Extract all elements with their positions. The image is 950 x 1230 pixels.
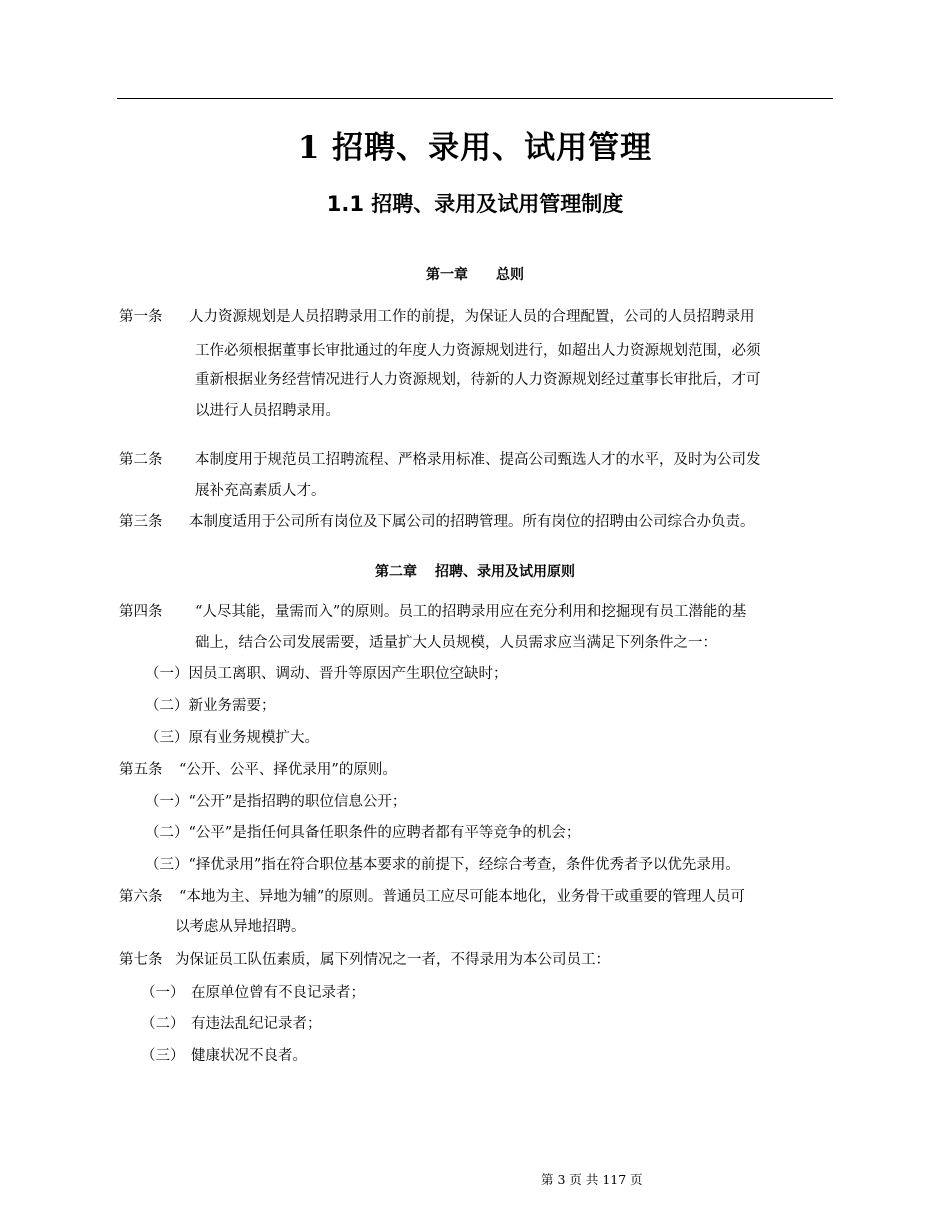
- article-4: [119, 602, 746, 622]
- list-item-number: （一）: [145, 666, 189, 682]
- article-label: 第四条: [119, 604, 163, 620]
- article-3: [119, 512, 755, 532]
- header-rule: [117, 98, 833, 99]
- list-item-text: 健康状况不良者。: [191, 1048, 307, 1064]
- article-text: “本地为主、异地为辅”的原则。普通员工应尽可能本地化，业务骨干或重要的管理人员可: [179, 889, 745, 905]
- list-item: [141, 1014, 322, 1034]
- list-item-text: “择优录用”指在符合职位基本要求的前提下，经综合考查，条件优秀者予以优先录用。: [188, 857, 740, 873]
- list-item-number: （一）: [145, 794, 189, 810]
- list-item-text: 在原单位曾有不良记录者；: [191, 985, 365, 1001]
- article-1-line-2: 工作必须根据董事长审批通过的年度人力资源规划进行，如超出人力资源规划范围，必须: [195, 343, 761, 359]
- list-item: [145, 664, 508, 684]
- list-item-number: （三）: [145, 730, 189, 746]
- list-item: [145, 823, 580, 843]
- section-title: 1.1 招聘、录用及试用管理制度: [326, 192, 624, 216]
- article-label: 第一条: [119, 309, 163, 325]
- article-label: 第五条: [119, 762, 163, 778]
- article-2-line-2: 展补充高素质人才。: [195, 483, 326, 499]
- article-6: [119, 887, 745, 907]
- article-5: [119, 760, 397, 780]
- article-label: 第三条: [119, 514, 163, 530]
- list-item-number: （二）: [141, 1016, 185, 1032]
- article-label: 第七条: [119, 952, 163, 968]
- chapter-name: 招聘、录用及试用原则: [435, 564, 575, 580]
- article-6-line-2: 以考虑从异地招聘。: [175, 919, 306, 935]
- article-text: 为保证员工队伍素质，属下列情况之一者，不得录用为本公司员工：: [175, 952, 610, 968]
- article-text: 本制度用于规范员工招聘流程、严格录用标准、提高公司甄选人才的水平，及时为公司发: [195, 452, 761, 468]
- article-1: [119, 307, 755, 327]
- list-item: [145, 696, 276, 716]
- article-1-line-4: 以进行人员招聘录用。: [195, 403, 340, 419]
- article-2: [119, 450, 761, 470]
- chapter-label: 第一章: [426, 267, 468, 283]
- list-item-text: 有违法乱纪记录者；: [191, 1016, 322, 1032]
- chapter-name: 总则: [496, 267, 524, 283]
- list-item: [145, 792, 406, 812]
- chapter-heading-2: [0, 561, 950, 581]
- article-label: 第六条: [119, 889, 163, 905]
- article-text: “人尽其能，量需而入”的原则。员工的招聘录用应在充分利用和挖掘现有员工潜能的基: [195, 604, 747, 620]
- list-item-number: （二）: [145, 825, 189, 841]
- list-item-number: （三）: [145, 857, 189, 873]
- list-item-number: （三）: [141, 1048, 185, 1064]
- chapter-heading-1: [0, 264, 950, 284]
- article-text: 人力资源规划是人员招聘录用工作的前提，为保证人员的合理配置，公司的人员招聘录用: [189, 309, 755, 325]
- list-item-text: 因员工离职、调动、晋升等原因产生职位空缺时；: [188, 666, 508, 682]
- list-item-number: （二）: [145, 698, 189, 714]
- article-label: 第二条: [119, 452, 163, 468]
- article-1-line-3: 重新根据业务经营情况进行人力资源规划，待新的人力资源规划经过董事长审批后，才可: [195, 372, 761, 388]
- list-item-text: 新业务需要；: [188, 698, 276, 714]
- article-4-line-2: 础上，结合公司发展需要，适量扩大人员规模，人员需求应当满足下列条件之一：: [195, 635, 717, 651]
- list-item: [141, 1046, 307, 1066]
- list-item-number: （一）: [141, 985, 185, 1001]
- list-item: [145, 728, 319, 748]
- page-title: 1 招聘、录用、试用管理: [297, 130, 653, 166]
- list-item: [145, 855, 740, 875]
- list-item-text: “公平”是指任何具备任职条件的应聘者都有平等竞争的机会；: [188, 825, 581, 841]
- list-item-text: 原有业务规模扩大。: [188, 730, 319, 746]
- article-text: 本制度适用于公司所有岗位及下属公司的招聘管理。所有岗位的招聘由公司综合办负责。: [189, 514, 755, 530]
- article-7: [119, 950, 610, 970]
- chapter-label: 第二章: [375, 564, 417, 580]
- list-item-text: “公开”是指招聘的职位信息公开；: [188, 794, 407, 810]
- list-item: [141, 983, 365, 1003]
- article-text: “公开、公平、择优录用”的原则。: [179, 762, 397, 778]
- page-number: 第 3 页 共 117 页: [541, 1172, 643, 1187]
